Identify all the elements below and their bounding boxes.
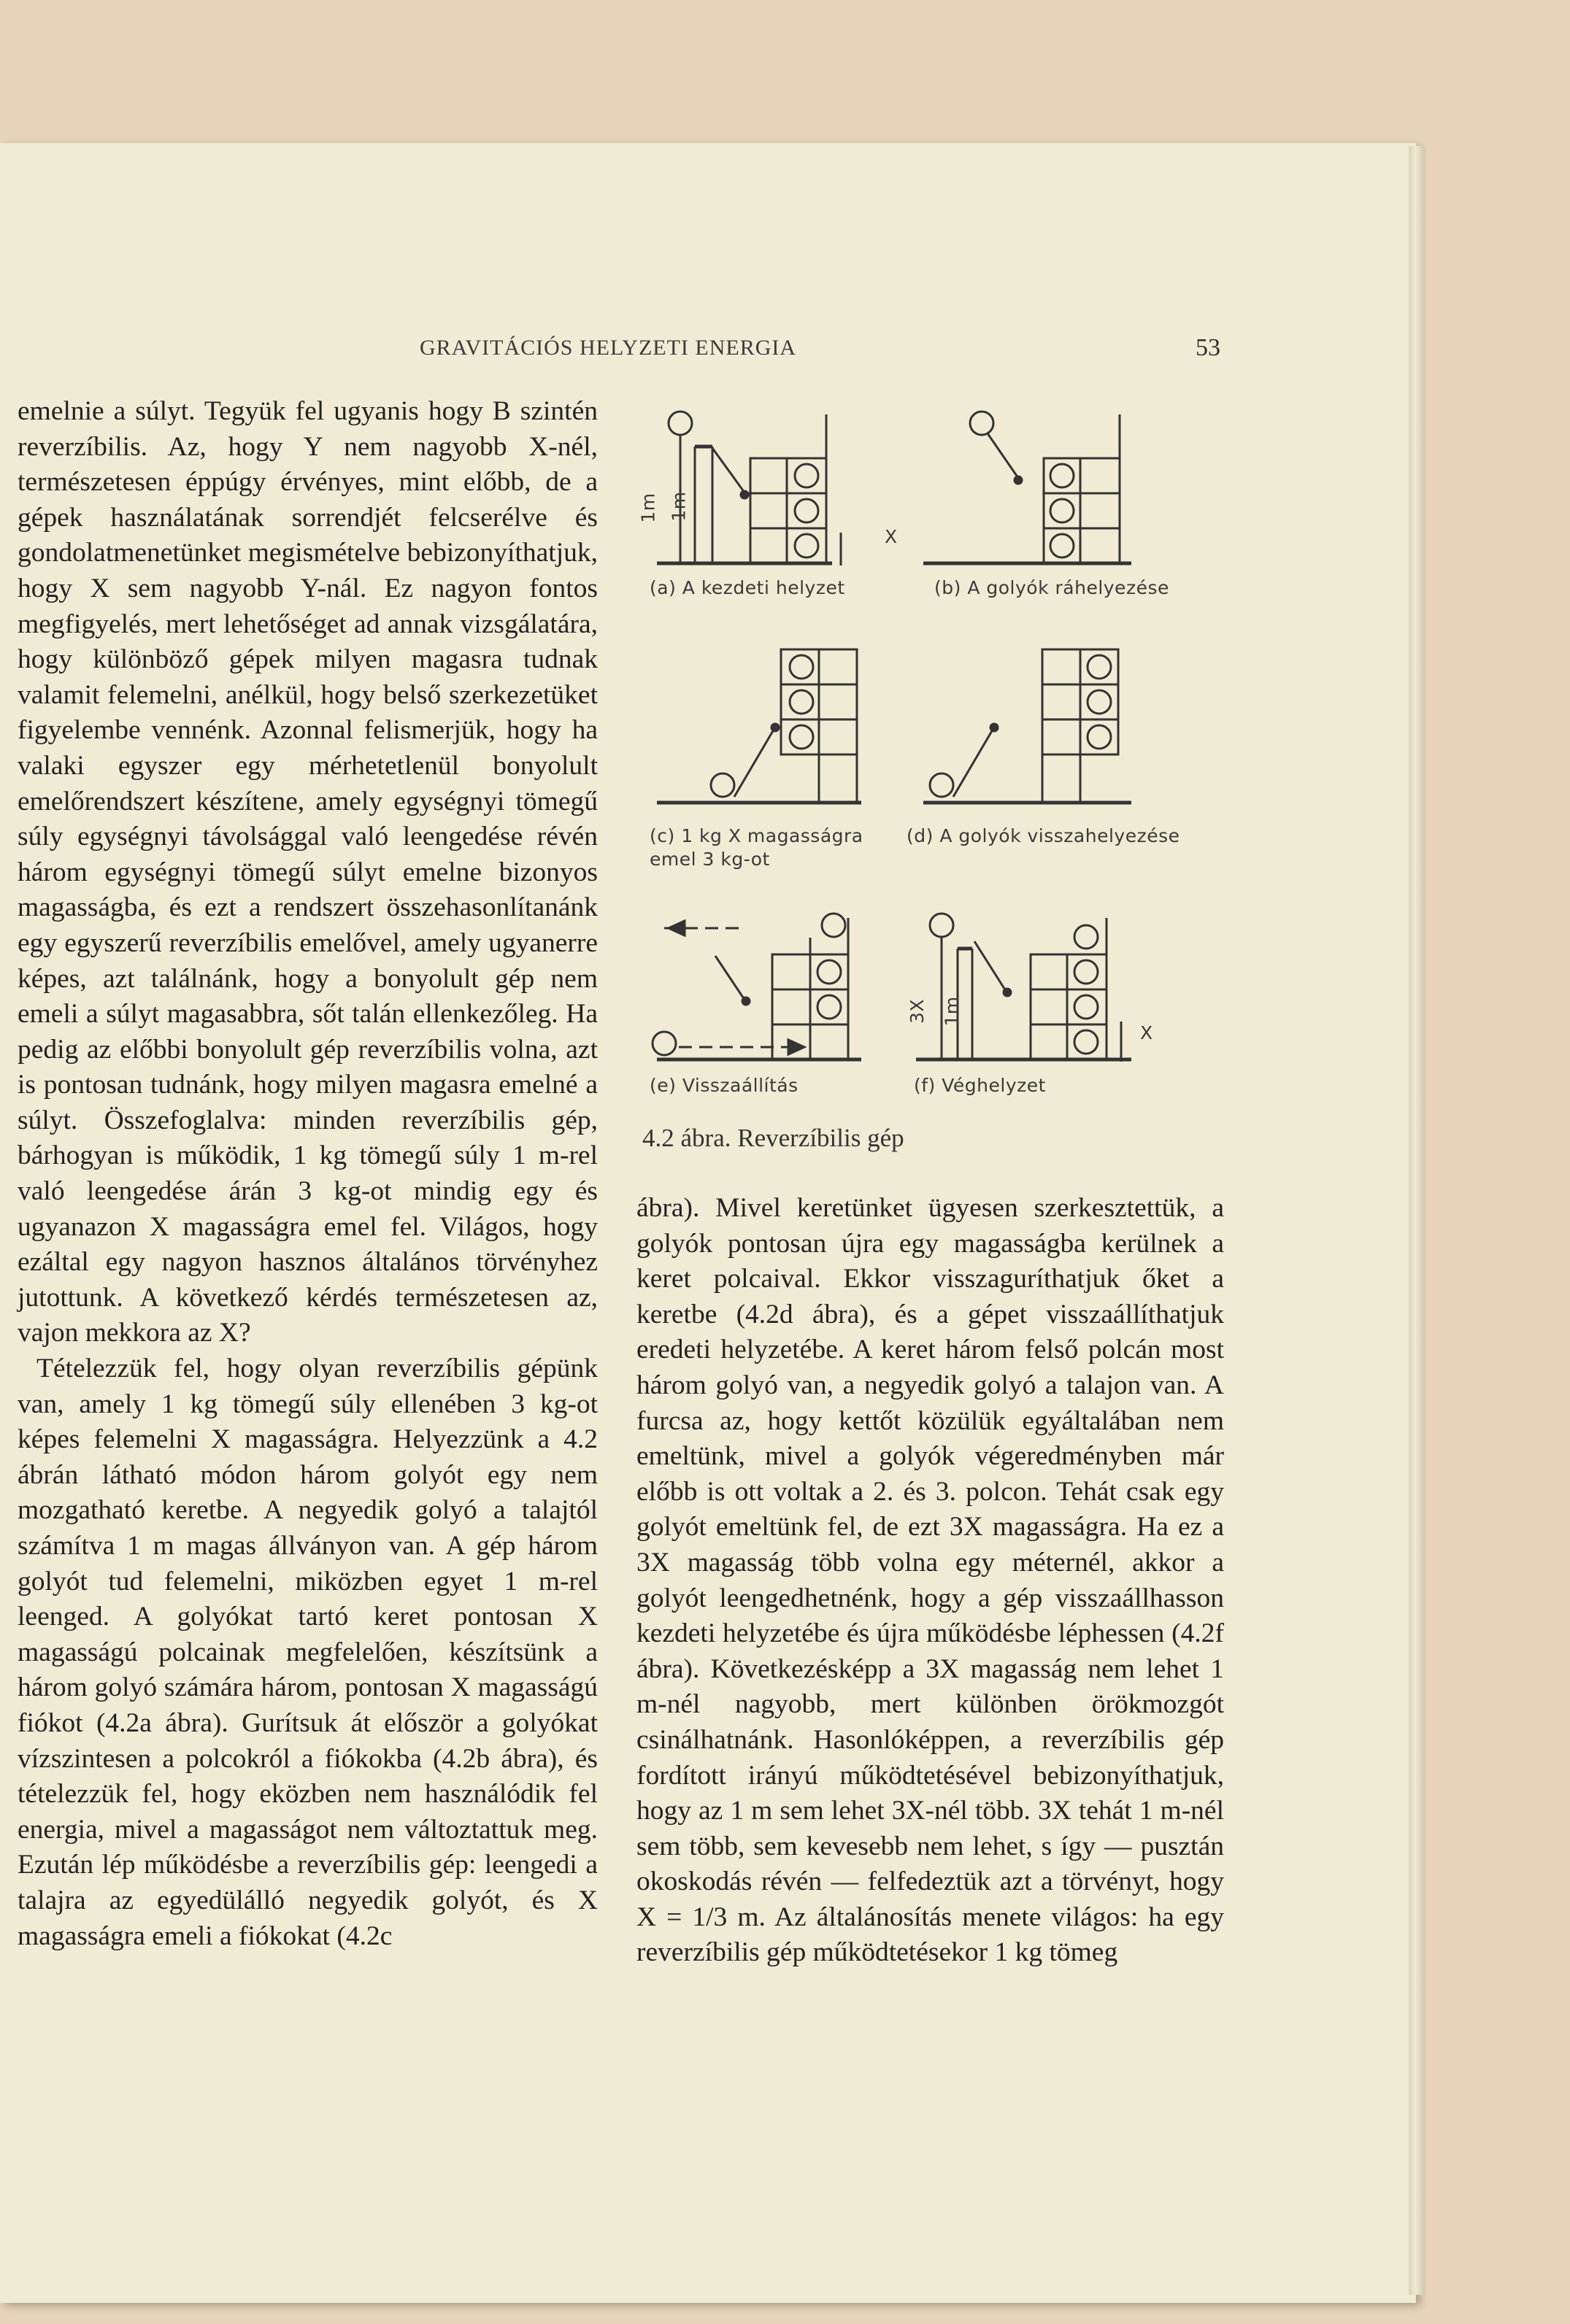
panel-e: [653, 914, 861, 1059]
dimension-1m-f: 1m: [941, 996, 963, 1027]
dimension-x-a: X: [885, 526, 898, 547]
subcaption-e: (e) Visszaállítás: [650, 1075, 799, 1096]
figure-caption: 4.2 ábra. Reverzíbilis gép: [642, 1124, 904, 1152]
dimension-1m-inner: 1m: [668, 491, 690, 522]
panel-b: [923, 412, 1131, 563]
subcaption-a: (a) A kezdeti helyzet: [650, 577, 845, 598]
panel-f: [916, 914, 1131, 1062]
panel-a: [657, 412, 841, 565]
left-paragraph-1: emelnie a súlyt. Tegyük fel ugyanis hogy B szintén reverzíbilis. Az, hogy Y nem nagyobb X-nél, természetesen éppúgy érvényes, mint előbb, de a gépek használatának sorrendjét felcserélve és gondolatmenetünket megismételve bebizonyíthatjuk, hogy X sem nagyobb Y-nál. Ez nagyon fontos megfigyelés, mert lehetőséget ad annak vizsgálatára, hogy különböző gépek milyen magasra tudnak valamit felemelni, anélkül, hogy belső szerkezetüket figyelembe vennénk. Azonnal felismerjük, hogy ha valaki egyszer egy mérhetetlenül bonyolult emelőrendszert készítene, amely egységnyi tömegű súly egységnyi távolsággal való leengedése révén három egységnyi tömegű súlyt emelne bizonyos magasságba, és ezt a rendszert összehasonlítanánk egy egyszerű reverzíbilis emelővel, amely ugyanerre képes, azt találnánk, hogy a bonyolult gép nem emeli a súlyt magasabbra, sőt talán ellenkezőleg. Ha pedig az előbbi bonyolult gép reverzíbilis volna, azt is pontosan tudnánk, hogy milyen magasra emelné a súlyt. Összefoglalva: minden reverzíbilis gép, bárhogyan is működik, 1 kg tömegű súly 1 m-rel való leengedése árán 3 kg-ot mindig egy és ugyanazon X magasságra emel fel. Világos, hogy ezáltal egy nagyon hasznos általános törvényhez jutottunk. A következő kérdés természetesen az, vajon mekkora az X?: [18, 396, 598, 1348]
left-text-column: [18, 394, 598, 1954]
page-stack-edge: [1409, 146, 1425, 2295]
panel-c: [657, 649, 861, 803]
subcaption-c: (c) 1 kg X magasságra emel 3 kg-ot: [650, 825, 863, 870]
panel-d: [923, 649, 1131, 803]
right-text-column: [636, 1191, 1224, 1971]
dimension-x-f: X: [1140, 1022, 1153, 1043]
dimension-3x: 3X: [907, 998, 928, 1024]
subcaption-b: (b) A golyók ráhelyezése: [934, 577, 1169, 598]
page-number: 53: [1196, 334, 1220, 361]
running-head: GRAVITÁCIÓS HELYZETI ENERGIA: [420, 336, 797, 360]
figure-4-2: [637, 394, 1226, 1167]
subcaption-d: (d) A golyók visszahelyezése: [907, 825, 1180, 846]
reversible-machine-diagram: [642, 394, 1226, 1124]
left-paragraph-2: Tételezzük fel, hogy olyan reverzíbilis gépünk van, amely 1 kg tömegű súly ellenében 3 kg-ot képes felemelni X magasságra. Helyezzünk a 4.2 ábrán látható módon három golyót egy nem mozgatható keretbe. A negyedik golyó a talajtól számítva 1 m magas állványon van. A gép három golyót tud felemelni, miközben egyet 1 m-rel leenged. A golyókat tartó keret pontosan X magasságú polcainak megfelelően, készítsünk a három golyó számára három, pontosan X magasságú fiókot (4.2a ábra). Gurítsuk át először a golyókat vízszintesen a polcokról a fiókokba (4.2b ábra), és tételezzük fel, hogy eközben nem használódik fel energia, mivel a magasságot nem változtattuk meg. Ezután lép működésbe a reverzíbilis gép: leengedi a talajra az egyedülálló negyedik golyót, és X magasságra emeli a fiókokat (4.2c: [18, 1354, 598, 1951]
right-paragraph-1: ábra). Mivel keretünket ügyesen szerkesztettük, a golyók pontosan újra egy magasságba kerülnek a keret polcaival. Ekkor visszaguríthatjuk őket a keretbe (4.2d ábra), és a gépet visszaállíthatjuk eredeti helyzetébe. A keret három felső polcán most három golyó van, a negyedik golyó a talajon van. A furcsa az, hogy kettőt közülük egyáltalában nem emeltünk, mivel a golyók végeredményben már előbb is ott voltak a 2. és 3. polcon. Tehát csak egy golyót emeltünk fel, de ezt 3X magasságra. Ha ez a 3X magasság több volna egy méternél, akkor a golyót leengedhetnénk, hogy a gép visszaállhasson kezdeti helyzetébe és újra működésbe léphessen (4.2f ábra). Következésképp a 3X magasság nem lehet 1 m-nél nagyobb, mert különben örökmozgót csinálhatnánk. Hasonlóképpen, a reverzíbilis gép fordított irányú működtetésével bebizonyíthatjuk, hogy az 1 m sem lehet 3X-nél több. 3X tehát 1 m-nél sem több, sem kevesebb nem lehet, s így — pusztán okoskodás révén — felfedeztük azt a törvényt, hogy X = 1/3 m. Az általánosítás menete világos: ha egy reverzíbilis gép működtetésekor 1 kg tömeg: [636, 1193, 1224, 1968]
subcaption-f: (f) Véghelyzet: [914, 1075, 1046, 1096]
dimension-1m-outer: 1m: [637, 493, 659, 523]
